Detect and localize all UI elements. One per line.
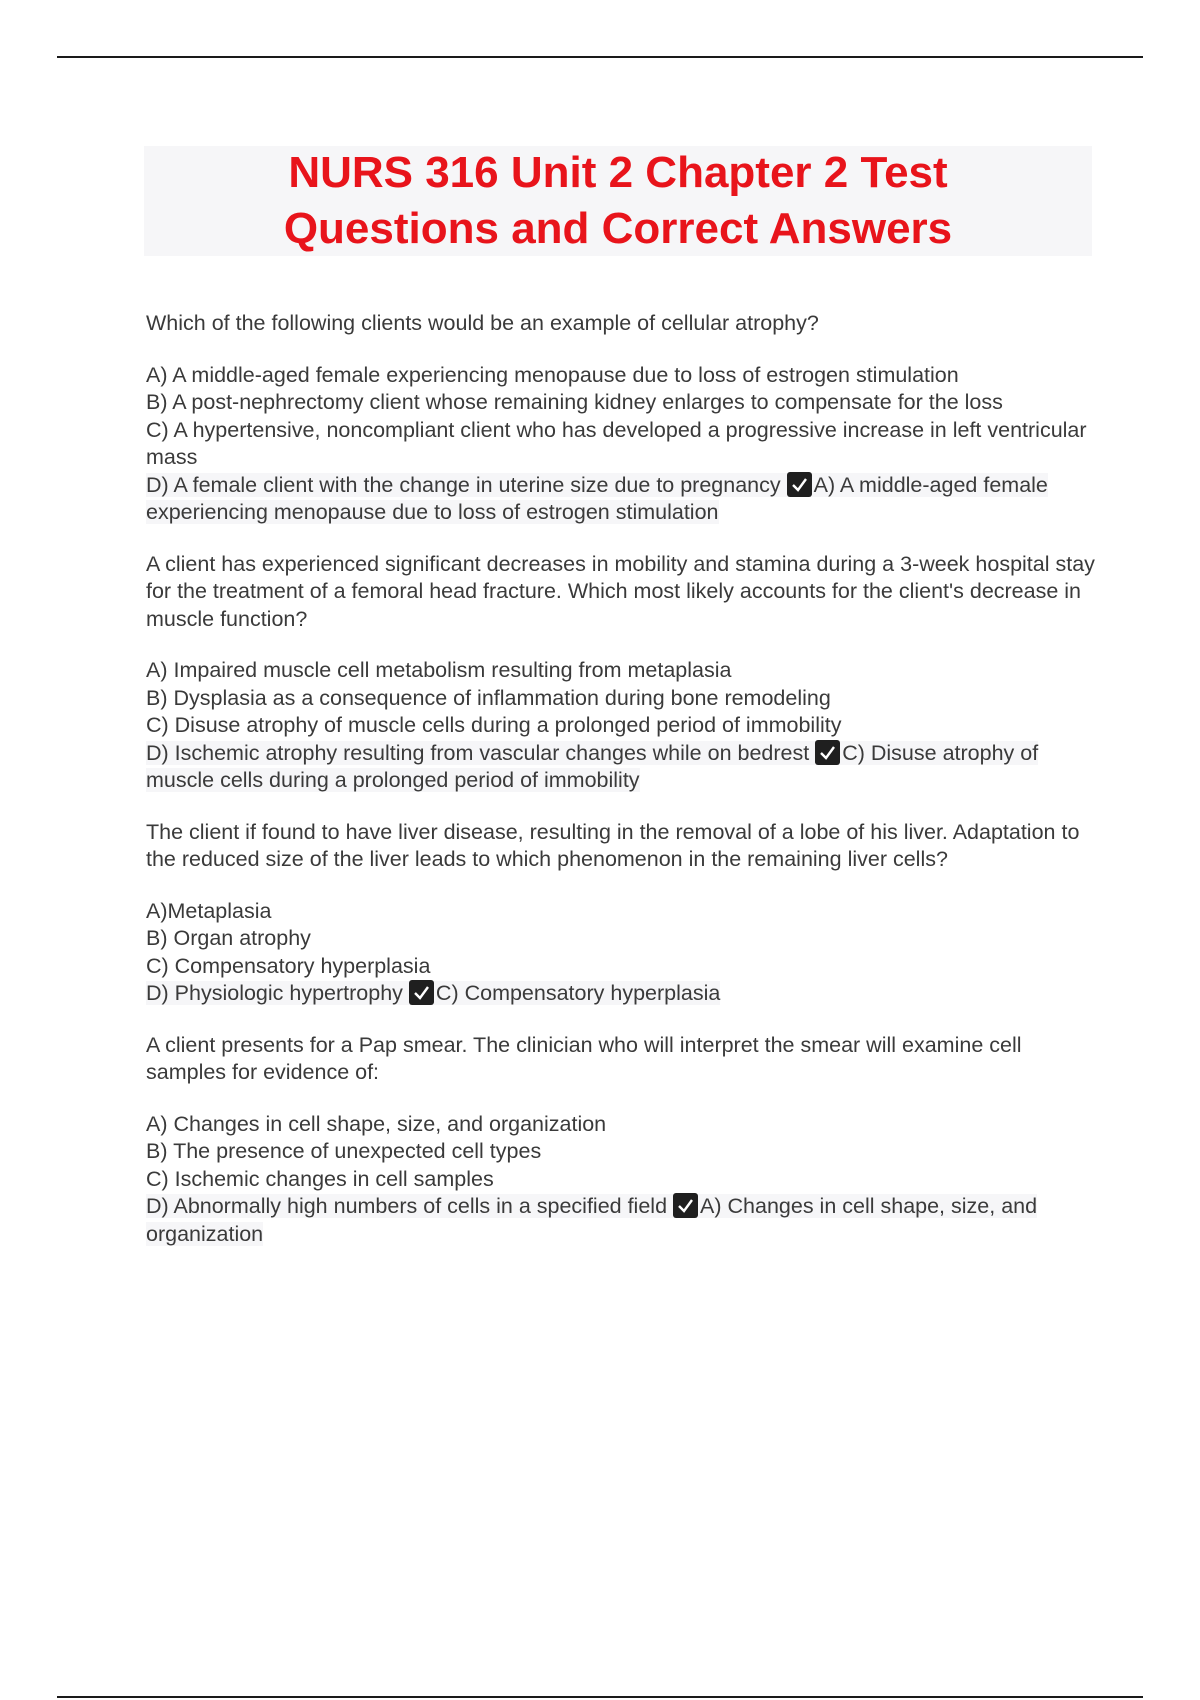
correct-answer: C) Disuse atrophy of muscle cells during a prolonged period of immobility [146, 740, 1039, 792]
question-text: The client if found to have liver disease, resulting in the removal of a lobe of his liver. Adaptation to the reduced size of the liver leads to which phenomenon in the remaining liver cells? [146, 819, 1080, 871]
option-d-with-answer [146, 472, 1096, 527]
option-a: A) Impaired muscle cell metabolism resulting from metaplasia [146, 658, 732, 682]
option-d: D) Abnormally high numbers of cells in a specified field [146, 1194, 668, 1218]
option-d-with-answer [146, 980, 1096, 1008]
bottom-rule [57, 1696, 1143, 1698]
option-d-with-answer [146, 740, 1096, 795]
option-c: C) Disuse atrophy of muscle cells during a prolonged period of immobility [146, 713, 842, 737]
option-b: B) A post-nephrectomy client whose remaining kidney enlarges to compensate for the loss [146, 390, 1003, 414]
document-title-line-1: NURS 316 Unit 2 Chapter 2 Test [288, 148, 948, 197]
question-block-4 [146, 1032, 1096, 1249]
check-icon [815, 740, 840, 765]
question-block-2 [146, 551, 1096, 795]
check-icon [409, 980, 434, 1005]
check-icon [787, 472, 812, 497]
option-a: A)Metaplasia [146, 898, 272, 923]
question-block-1 [146, 310, 1096, 527]
option-d: D) A female client with the change in uterine size due to pregnancy [146, 472, 781, 497]
option-b: B) Organ atrophy [146, 926, 311, 950]
option-d: D) Physiologic hypertrophy [146, 981, 403, 1005]
document-title-line-2: Questions and Correct Answers [283, 204, 953, 253]
document-title-banner [144, 146, 1092, 256]
correct-answer: A) A middle-aged female experiencing menopause due to loss of estrogen stimulation [146, 472, 1048, 524]
option-d: D) Ischemic atrophy resulting from vascular changes while on bedrest [146, 740, 810, 765]
option-b: B) Dysplasia as a consequence of inflammation during bone remodeling [146, 685, 831, 710]
question-text: Which of the following clients would be an example of cellular atrophy? [146, 311, 819, 335]
question-list [146, 310, 1096, 1272]
option-b: B) The presence of unexpected cell types [146, 1139, 542, 1163]
option-d-with-answer [146, 1193, 1096, 1248]
option-a: A) Changes in cell shape, size, and organization [146, 1111, 607, 1136]
question-block-3 [146, 819, 1096, 1008]
check-icon [673, 1193, 698, 1218]
option-c: C) Ischemic changes in cell samples [146, 1166, 494, 1191]
top-rule [57, 56, 1143, 58]
option-c: C) Compensatory hyperplasia [146, 953, 431, 978]
option-c: C) A hypertensive, noncompliant client who has developed a progressive increase in left ventricular mass [146, 417, 1087, 469]
question-text: A client presents for a Pap smear. The clinician who will interpret the smear will examine cell samples for evidence of: [146, 1032, 1022, 1084]
option-a: A) A middle-aged female experiencing menopause due to loss of estrogen stimulation [146, 362, 959, 387]
correct-answer: A) Changes in cell shape, size, and organization [146, 1194, 1038, 1246]
question-text: A client has experienced significant decreases in mobility and stamina during a 3-week hospital stay for the treatment of a femoral head fracture. Which most likely accounts for the client's decrease in muscle function? [146, 551, 1095, 631]
correct-answer: C) Compensatory hyperplasia [435, 981, 721, 1005]
